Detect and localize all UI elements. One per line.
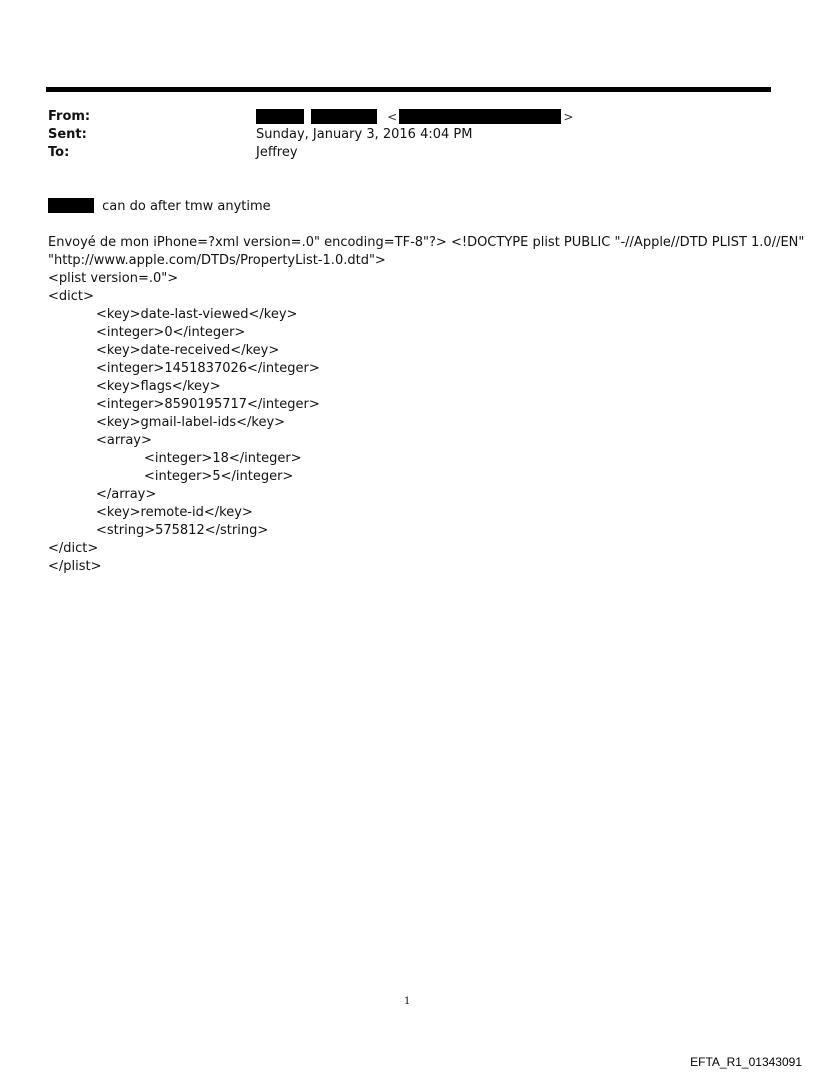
body-line: <key>flags</key> — [96, 379, 221, 394]
from-row — [48, 108, 748, 126]
body-line: <plist version=.0"> — [48, 271, 179, 286]
body-line: <array> — [96, 433, 152, 448]
from-close-bracket: > — [563, 110, 574, 124]
body-line: <key>remote-id</key> — [96, 505, 253, 520]
redaction-block — [399, 109, 561, 124]
redaction-block — [256, 109, 304, 124]
from-open-bracket: < — [387, 110, 398, 124]
header-rule — [46, 87, 771, 92]
redaction-block — [311, 109, 377, 124]
body-line: <string>575812</string> — [96, 523, 269, 538]
redaction-block — [48, 198, 94, 213]
to-value: Jeffrey — [256, 145, 298, 160]
body-line: "http://www.apple.com/DTDs/PropertyList-1.0.dtd"> — [48, 253, 386, 268]
body-line: <dict> — [48, 289, 94, 304]
sent-row — [48, 126, 748, 144]
from-value — [256, 108, 573, 127]
message-text: can do after tmw anytime — [102, 199, 271, 214]
body-line: <integer>8590195717</integer> — [96, 397, 320, 412]
page-number: 1 — [404, 996, 411, 1007]
body-line: <integer>0</integer> — [96, 325, 246, 340]
body-line: <integer>5</integer> — [144, 469, 294, 484]
body-line: <key>gmail-label-ids</key> — [96, 415, 286, 430]
body-line: Envoyé de mon iPhone=?xml version=.0" encoding=TF-8"?> <!DOCTYPE plist PUBLIC "-//Apple//DTD PLIST 1.0//EN" — [48, 235, 805, 250]
to-row — [48, 144, 748, 162]
from-label: From: — [48, 109, 91, 124]
body-line: <key>date-last-viewed</key> — [96, 307, 298, 322]
body-line: </array> — [96, 487, 157, 502]
sent-value: Sunday, January 3, 2016 4:04 PM — [256, 127, 473, 142]
body-line: <integer>18</integer> — [144, 451, 302, 466]
body-line: </dict> — [48, 541, 99, 556]
to-label: To: — [48, 145, 70, 160]
sent-label: Sent: — [48, 127, 87, 142]
document-id: EFTA_R1_01343091 — [690, 1055, 802, 1069]
body-line: </plist> — [48, 559, 102, 574]
body-line: <integer>1451837026</integer> — [96, 361, 320, 376]
body-line: <key>date-received</key> — [96, 343, 280, 358]
message-body — [48, 234, 804, 576]
message-first-line — [48, 198, 271, 216]
